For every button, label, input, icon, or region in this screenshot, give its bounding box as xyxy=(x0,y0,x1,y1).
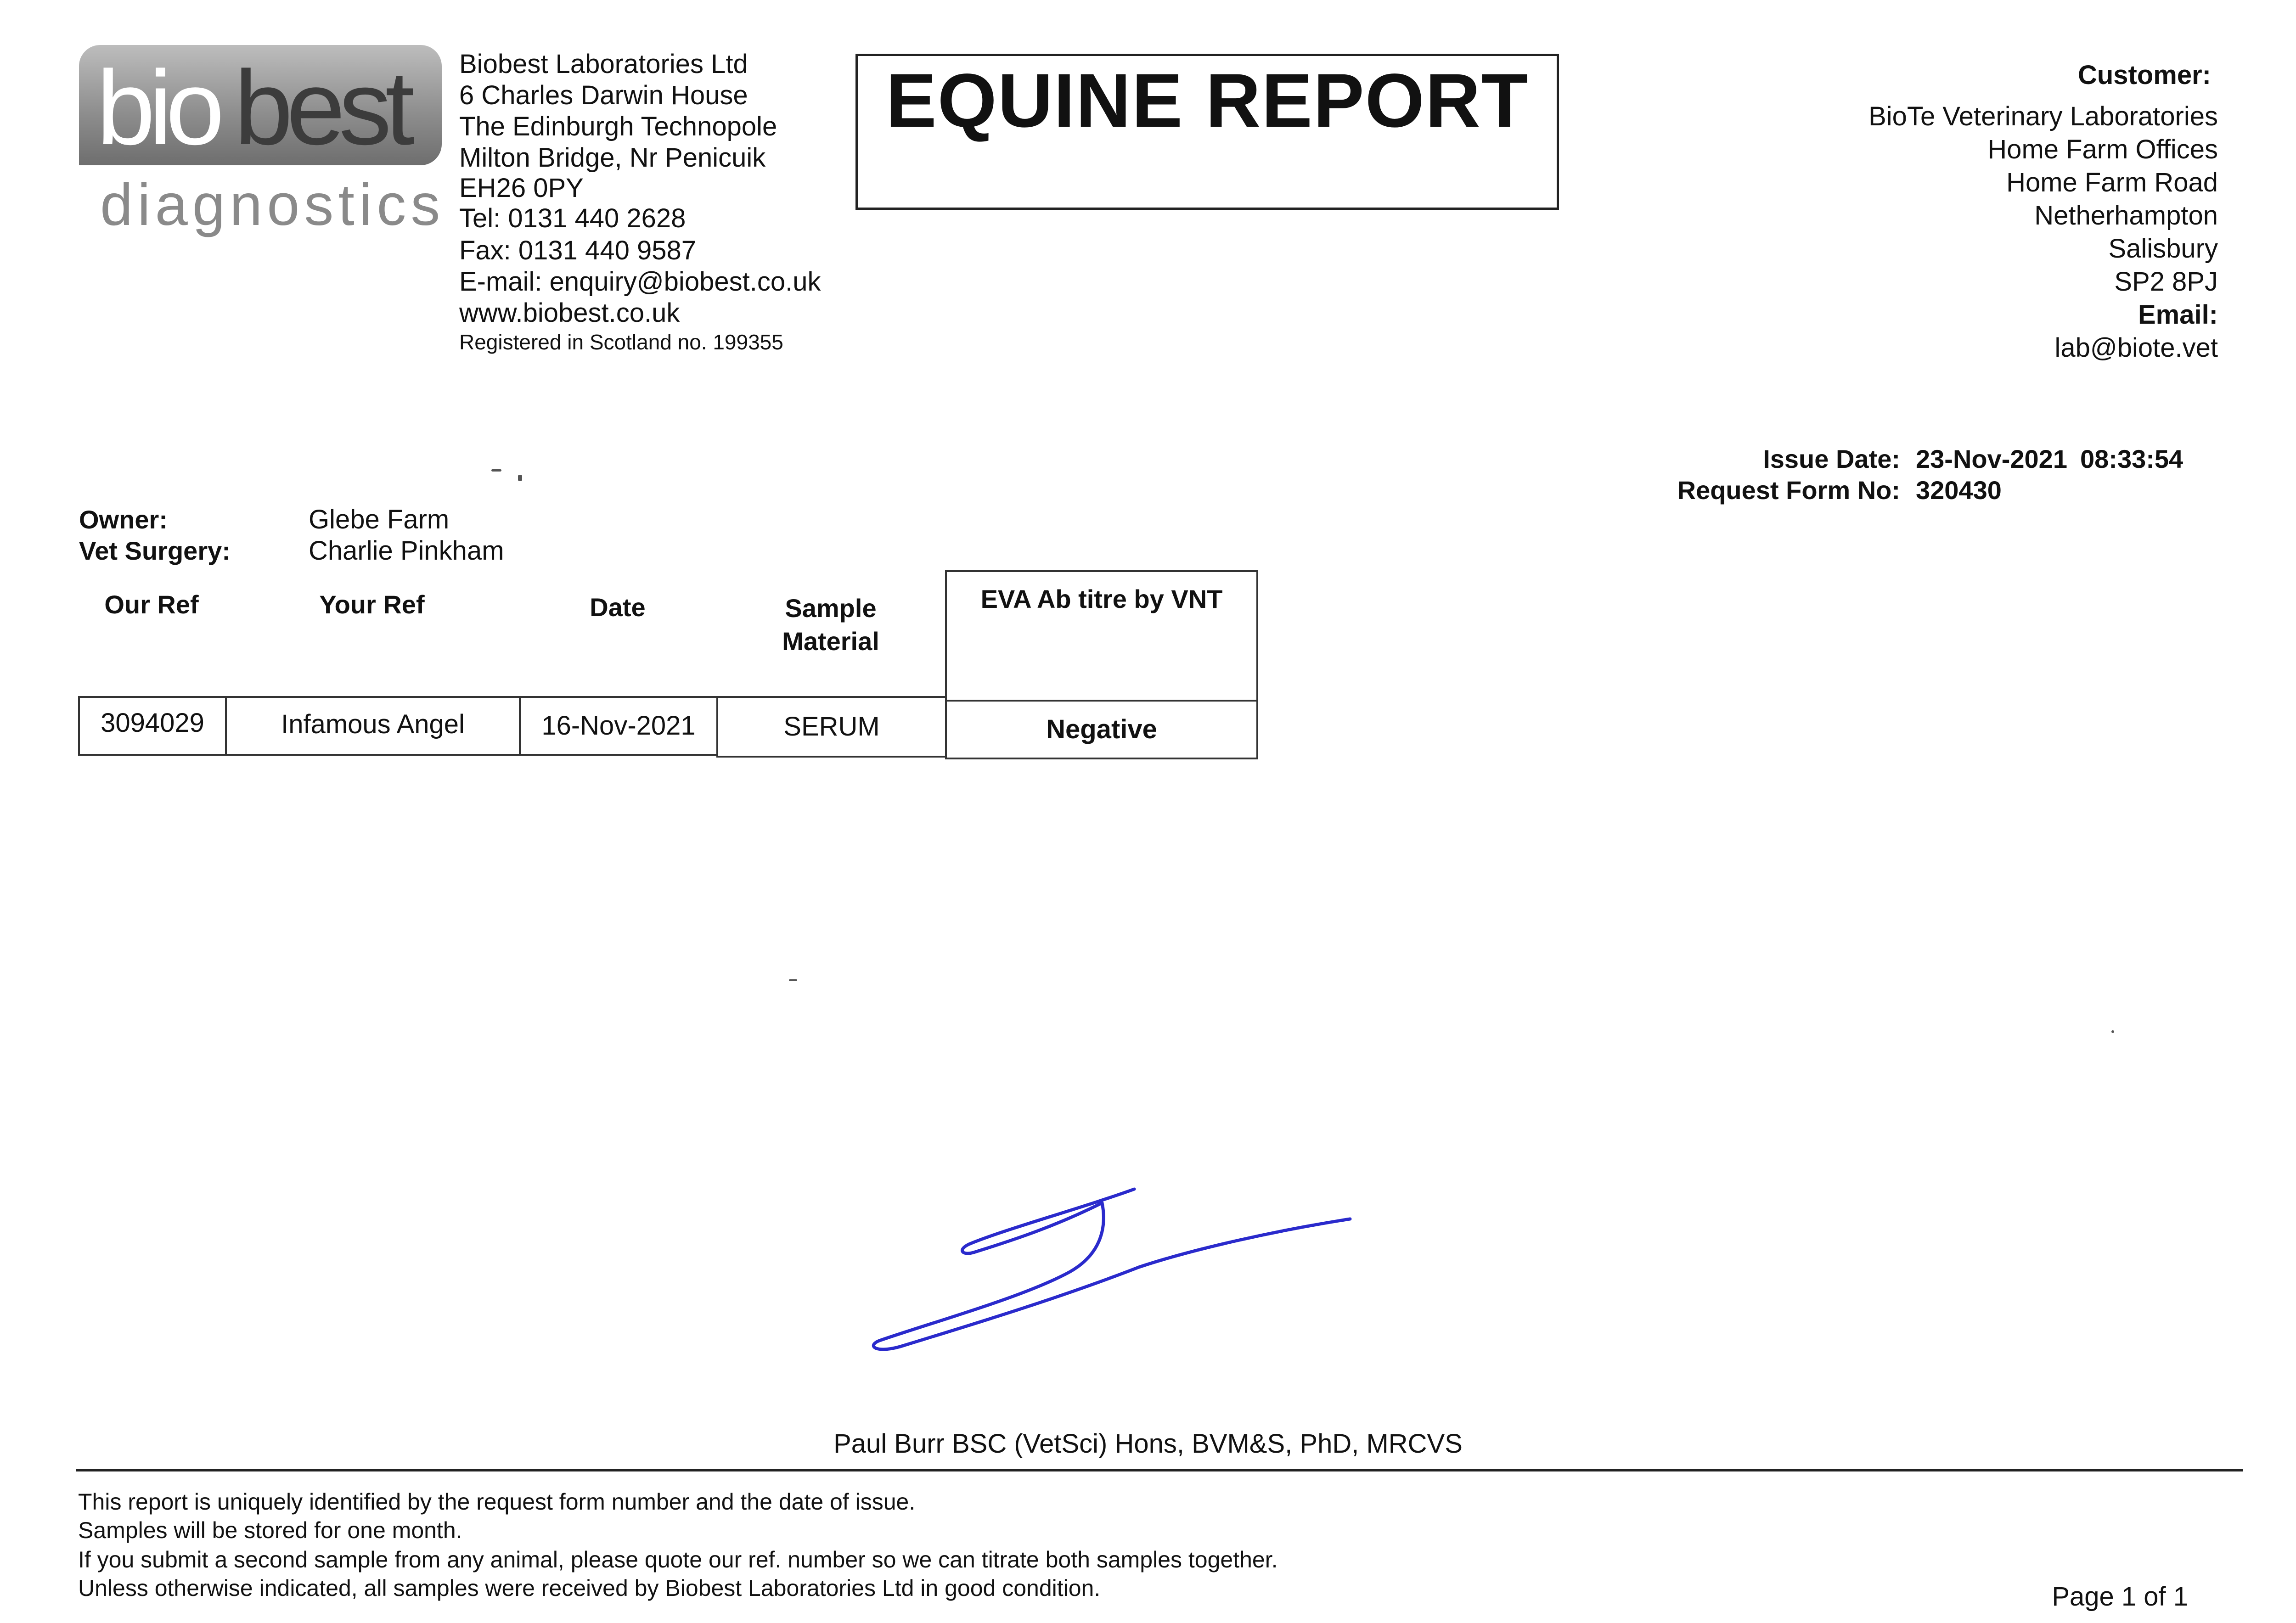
signature-image xyxy=(863,1175,1364,1377)
customer-address-line: Home Farm Offices xyxy=(1987,135,2218,164)
footer-note: If you submit a second sample from any animal, please quote our ref. number so we can titrate both samples together. xyxy=(78,1547,1278,1572)
lab-email: E-mail: enquiry@biobest.co.uk xyxy=(459,267,821,297)
footer-note: This report is uniquely identified by the request form number and the date of issue. xyxy=(78,1489,916,1515)
scan-mark xyxy=(491,469,501,472)
report-title: EQUINE REPORT xyxy=(885,58,1529,143)
header-sample-line1: Sample xyxy=(785,594,877,623)
lab-line: 6 Charles Darwin House xyxy=(459,80,748,110)
customer-address-line: Home Farm Road xyxy=(2006,168,2218,197)
date-value: 16-Nov-2021 xyxy=(541,711,696,741)
page-number: Page 1 of 1 xyxy=(2052,1582,2188,1612)
customer-address-line: SP2 8PJ xyxy=(2114,267,2218,297)
header-sample-line2: Material xyxy=(782,627,879,656)
customer-label: Customer: xyxy=(2077,60,2211,90)
header-date: Date xyxy=(590,593,646,622)
sample-value: SERUM xyxy=(783,712,880,741)
header-test: EVA Ab titre by VNT xyxy=(980,584,1223,613)
result-value: Negative xyxy=(1046,714,1157,744)
our-ref-value: 3094029 xyxy=(101,708,204,738)
lab-phone: Tel: 0131 440 2628 xyxy=(459,203,686,233)
logo-diagnostics-text: diagnostics xyxy=(100,172,445,238)
customer-address-line: Salisbury xyxy=(2108,234,2218,264)
issue-time: 08:33:54 xyxy=(2080,444,2183,473)
your-ref-value: Infamous Angel xyxy=(281,709,465,739)
owner-name: Glebe Farm xyxy=(309,505,450,534)
logo-bio-text: bio xyxy=(96,49,218,167)
customer-address-line: BioTe Veterinary Laboratories xyxy=(1868,101,2218,131)
lab-line: Biobest Laboratories Ltd xyxy=(459,49,748,79)
scan-mark xyxy=(518,475,522,481)
issue-date: 23-Nov-2021 xyxy=(1916,444,2067,473)
issue-date-label: Issue Date: xyxy=(1763,444,1900,473)
lab-registration: Registered in Scotland no. 199355 xyxy=(459,330,783,354)
customer-email: lab@biote.vet xyxy=(2054,333,2218,363)
lab-fax: Fax: 0131 440 9587 xyxy=(459,236,696,265)
request-form-number: 320430 xyxy=(1916,476,2002,505)
request-form-label: Request Form No: xyxy=(1677,476,1900,505)
lab-website: www.biobest.co.uk xyxy=(459,298,680,328)
vet-surgery-label: Vet Surgery: xyxy=(79,536,231,565)
signature-stroke xyxy=(873,1189,1350,1349)
lab-line: Milton Bridge, Nr Penicuik xyxy=(459,143,766,173)
customer-address-line: Netherhampton xyxy=(2034,201,2218,230)
logo-best-text: best xyxy=(234,49,408,167)
vet-surgery-name: Charlie Pinkham xyxy=(309,536,504,566)
lab-line: EH26 0PY xyxy=(459,173,584,203)
footer-divider xyxy=(76,1469,2243,1471)
scan-mark xyxy=(2111,1030,2114,1033)
scan-mark xyxy=(789,979,797,981)
customer-email-label: Email: xyxy=(2138,300,2218,330)
footer-note: Samples will be stored for one month. xyxy=(78,1517,462,1543)
footer-note: Unless otherwise indicated, all samples were received by Biobest Laboratories Ltd in good condition. xyxy=(78,1575,1101,1601)
header-your-ref: Your Ref xyxy=(319,590,425,619)
owner-label: Owner: xyxy=(79,505,168,534)
signer-credentials: Paul Burr BSC (VetSci) Hons, BVM&S, PhD, MRCVS xyxy=(833,1429,1463,1459)
header-our-ref: Our Ref xyxy=(104,590,199,619)
lab-line: The Edinburgh Technopole xyxy=(459,112,777,141)
